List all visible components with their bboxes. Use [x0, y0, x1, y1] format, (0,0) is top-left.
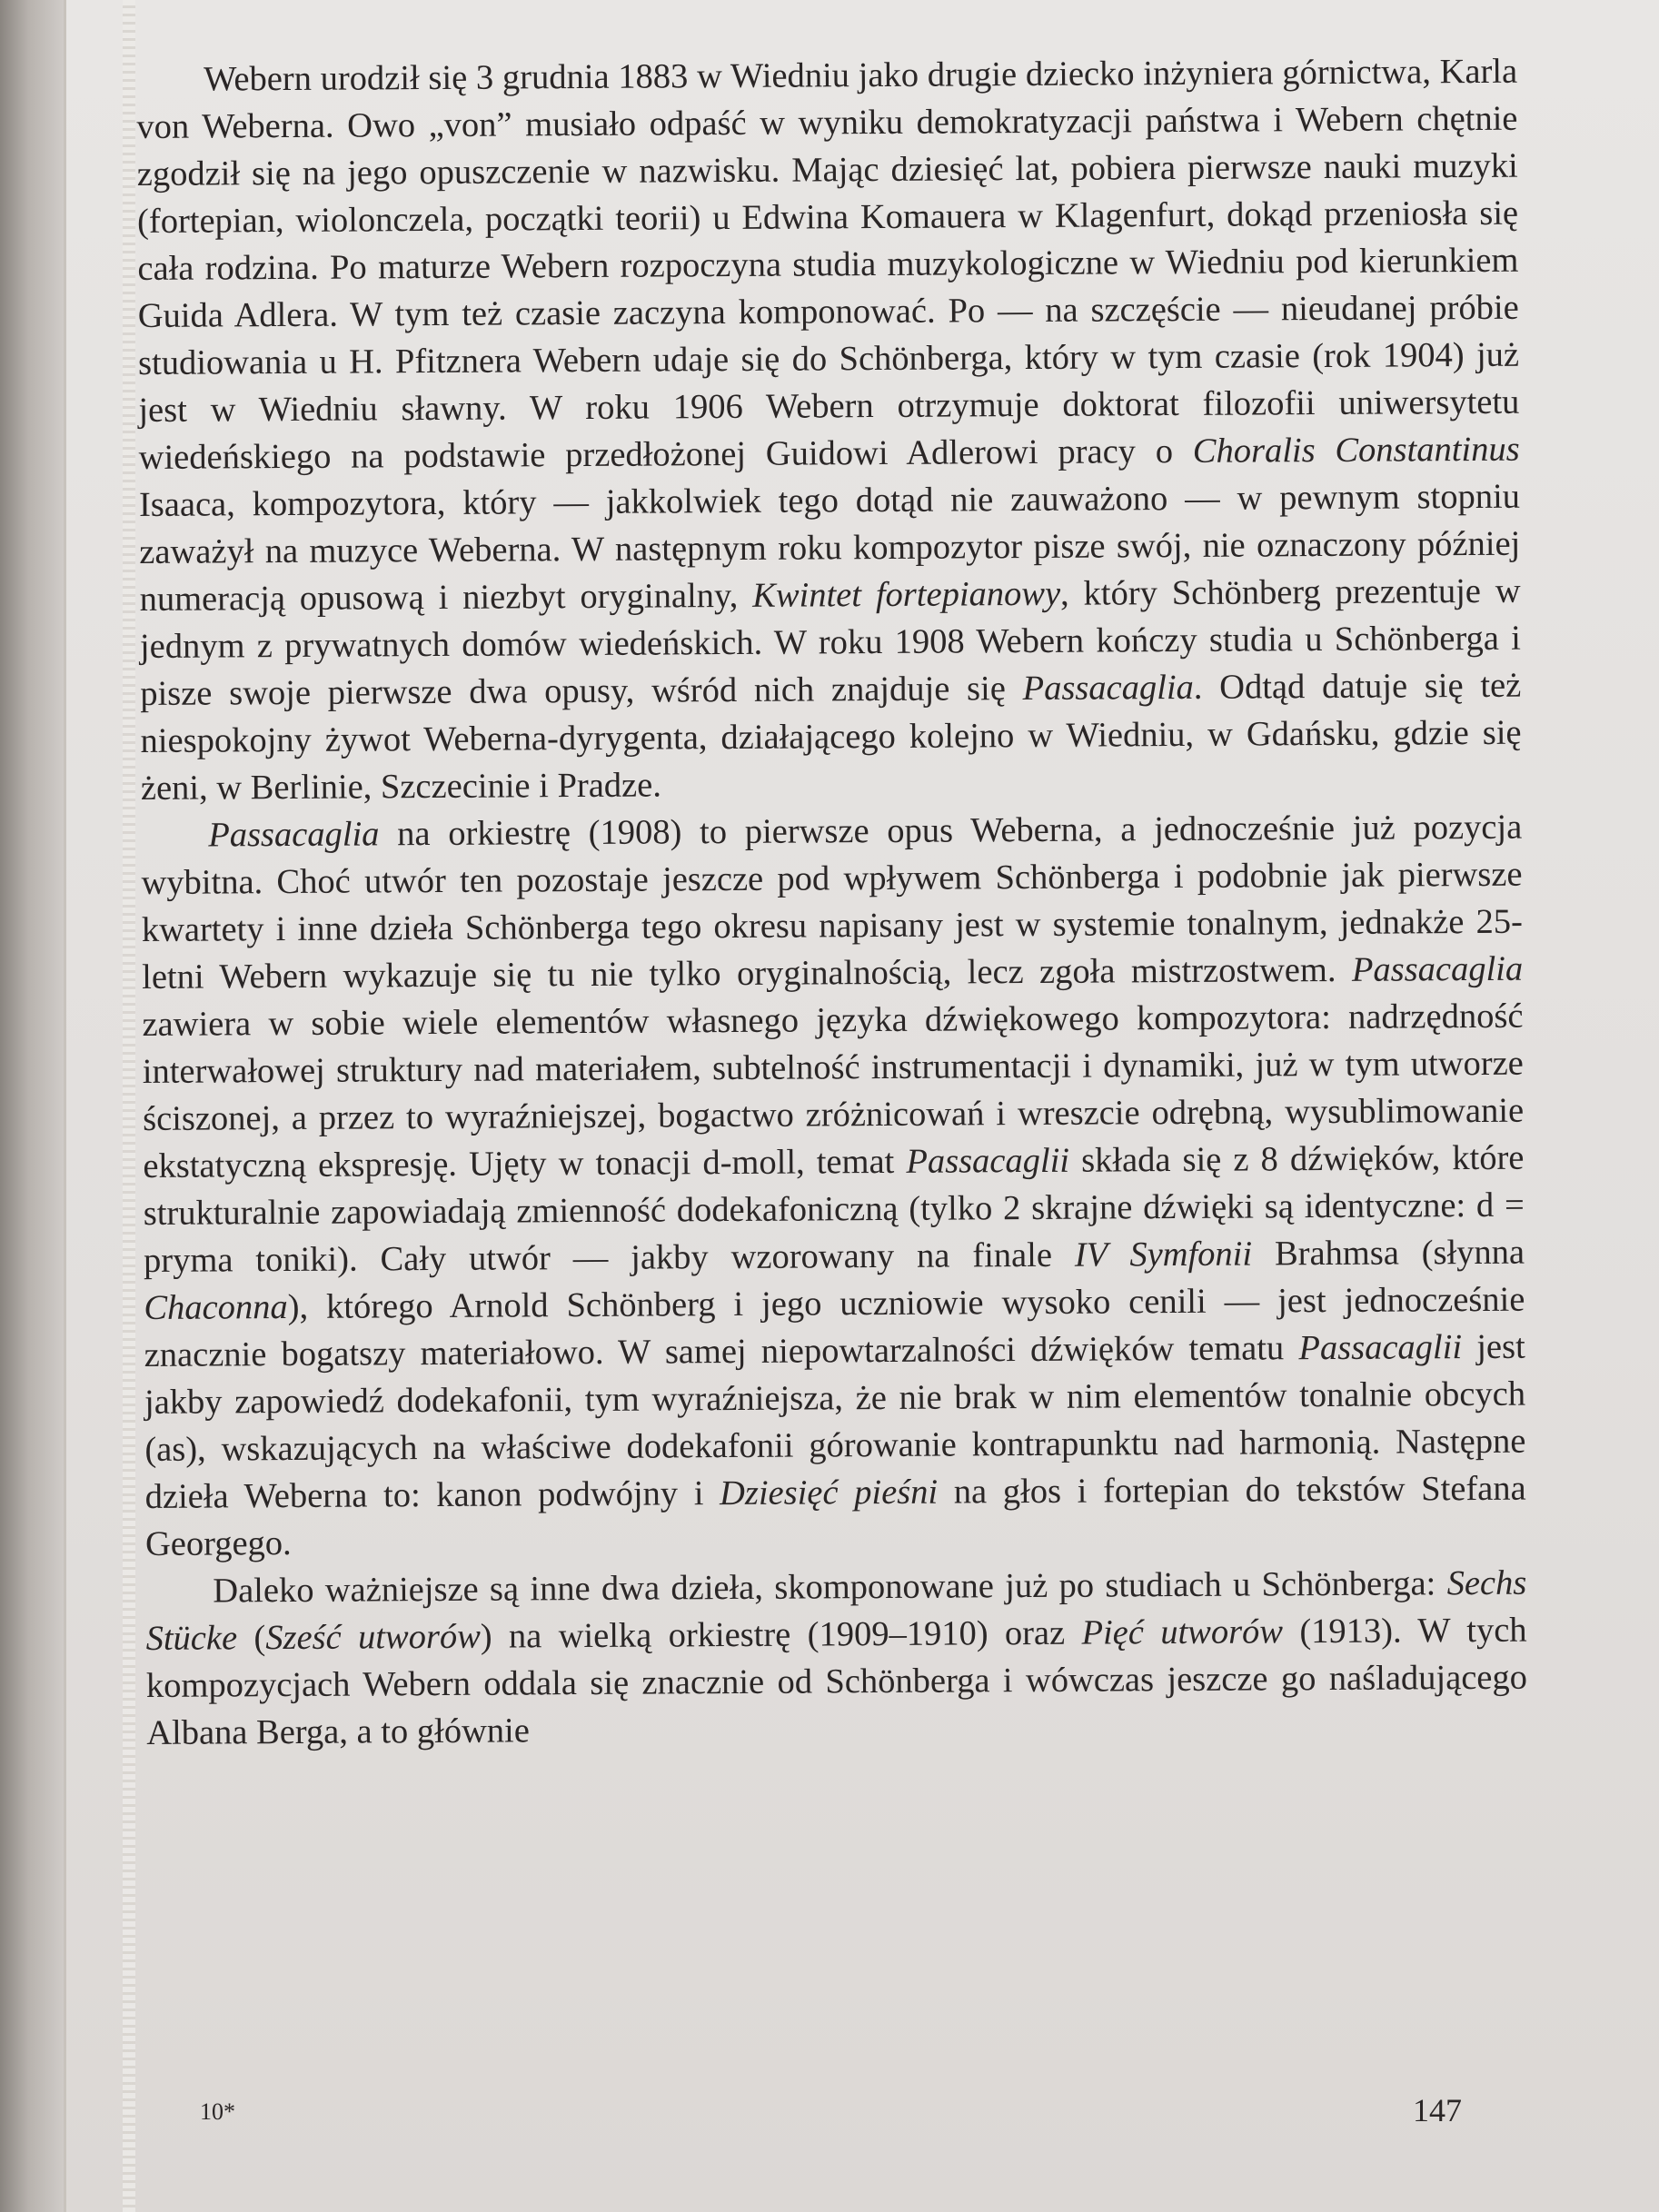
- text-run: składa się z 8 dźwięków, które strukturalnie zapowiadają zmienność dodekafoniczną (tylko 2 skrajne dźwięki są identyczne: d = pryma toniki). Cały utwór — jakby wzorowany na finale: [143, 1138, 1525, 1280]
- page-number: 147: [1413, 2092, 1462, 2128]
- italic-title: Sześć utworów: [265, 1617, 481, 1658]
- paragraph-1: [136, 48, 1522, 812]
- signature-mark: 10*: [200, 2098, 235, 2125]
- italic-title: Dziesięć pieśni: [719, 1473, 939, 1513]
- italic-title: Choralis Constantinus: [1192, 430, 1520, 471]
- binding-shadow: [0, 0, 73, 2212]
- italic-title: Sechs Stücke: [145, 1563, 1527, 1658]
- text-run: zawiera w sobie wiele elementów własnego języka dźwiękowego kompozytora: nadrzędność interwałowej struktury nad materiałem, subtelność instrumentacji i dynamiki, już w tym utworze ściszonej, a przez to wyraźniejszej, bogactwo zróżnicowań i wreszcie odrębną, wysublimowanie ekstatyczną ekspresję. Ujęty w tonacji d-moll, temat: [142, 997, 1525, 1185]
- text-run: (: [236, 1619, 266, 1658]
- text-run: jest jakby zapowiedź dodekafonii, tym wyraźniejsza, że nie brak w nim elementów tonalnie obcych (as), wskazujących na właściwe dodekafonii górowanie kontrapunktu nad harmonią. Następne dzieła Weberna to: kanon podwójny i: [144, 1327, 1526, 1516]
- italic-title: IV Symfonii: [1074, 1235, 1253, 1275]
- italic-title: Chaconna: [144, 1288, 288, 1327]
- italic-title: Pięć utworów: [1081, 1612, 1284, 1652]
- text-run: Isaaca, kompozytora, który — jakkolwiek tego dotąd nie zauważono — w pewnym stopniu zaważył na muzyce Weberna. W następnym roku kompozytor pisze swój, nie oznaczony później numeracją opusową i niezbyt oryginalny,: [138, 477, 1521, 619]
- text-run: Webern urodził się 3 grudnia 1883 w Wiedniu jako drugie dziecko inżyniera górnictwa, Karla von Weberna. Owo „von” musiało odpaść w wyniku demokratyzacji państwa i Webern chętnie zgodził się na jego opuszczenie w nazwisku. Mając dziesięć lat, pobiera pierwsze nauki muzyki (fortepian, wiolonczela, początki teorii) u Edwina Komauera w Klagenfurt, dokąd przeniosła się cała rodzina. Po maturze Webern rozpoczyna studia muzykologiczne w Wiedniu pod kierunkiem Guida Adlera. W tym też czasie zaczyna komponować. Po — na szczęście — nieudanej próbie studiowania u H. Pfitznera Webern udaje się do Schönberga, który w tym czasie (rok 1904) już jest w Wiedniu sławny. W roku 1906 Webern otrzymuje doktorat filozofii uniwersytetu wiedeńskiego na podstawie przedłożonej Guidowi Adlerowi pracy o: [136, 52, 1520, 477]
- text-run: na głos i fortepian do tekstów Stefana Georgego.: [144, 1469, 1526, 1563]
- text-run: Brahmsa (słynna: [1251, 1233, 1525, 1274]
- italic-title: Passacaglii: [906, 1141, 1070, 1181]
- body-text: [136, 48, 1527, 1757]
- italic-title: Kwintet fortepianowy: [752, 574, 1061, 615]
- paragraph-2: [141, 804, 1526, 1568]
- text-run: , który Schönberg prezentuje w jednym z prywatnych domów wiedeńskich. W roku 1908 Webern kończy studia u Schönberga i pisze swoje pierwsze dwa opusy, wśród nich znajduje się: [139, 571, 1522, 713]
- italic-title: Passacaglii: [1298, 1328, 1463, 1368]
- text-run: na orkiestrę (1908) to pierwsze opus Weberna, a jednocześnie już pozycja wybitna. Choć utwór ten pozostaje jeszcze pod wpływem Schönberga i podobnie jak pierwsze kwartety i inne dzieła Schönberga tego okresu napisany jest w systemie tonalnym, jednakże 25-letni Webern wykazuje się tu nie tylko oryginalnością, lecz zgoła mistrzostwem.: [141, 808, 1523, 997]
- text-run: (1913). W tych kompozycjach Webern oddala się znacznie od Schönberga i wówczas jeszcze go naśladującego Albana Berga, a to głównie: [145, 1611, 1528, 1752]
- text-run: Daleko ważniejsze są inne dwa dzieła, skomponowane już po studiach u Schönberga:: [213, 1564, 1447, 1611]
- italic-title: Passacaglia: [208, 815, 380, 855]
- text-run: ), którego Arnold Schönberg i jego uczniowie wysoko cenili — jest jednocześnie znacznie bogatszy materiałowo. W samej niepowtarzalności dźwięków tematu: [144, 1280, 1525, 1374]
- italic-title: Passacaglia: [1351, 949, 1524, 989]
- italic-title: Passacaglia: [1022, 668, 1194, 709]
- page-deckle-edge: [123, 0, 135, 2212]
- text-run: . Odtąd datuje się też niespokojny żywot Weberna-dyrygenta, działającego kolejno w Wiedniu, w Gdańsku, gdzie się żeni, w Berlinie, Szczecinie i Pradze.: [140, 666, 1522, 808]
- paragraph-3: [145, 1560, 1527, 1757]
- text-run: ) na wielką orkiestrę (1909–1910) oraz: [480, 1613, 1082, 1656]
